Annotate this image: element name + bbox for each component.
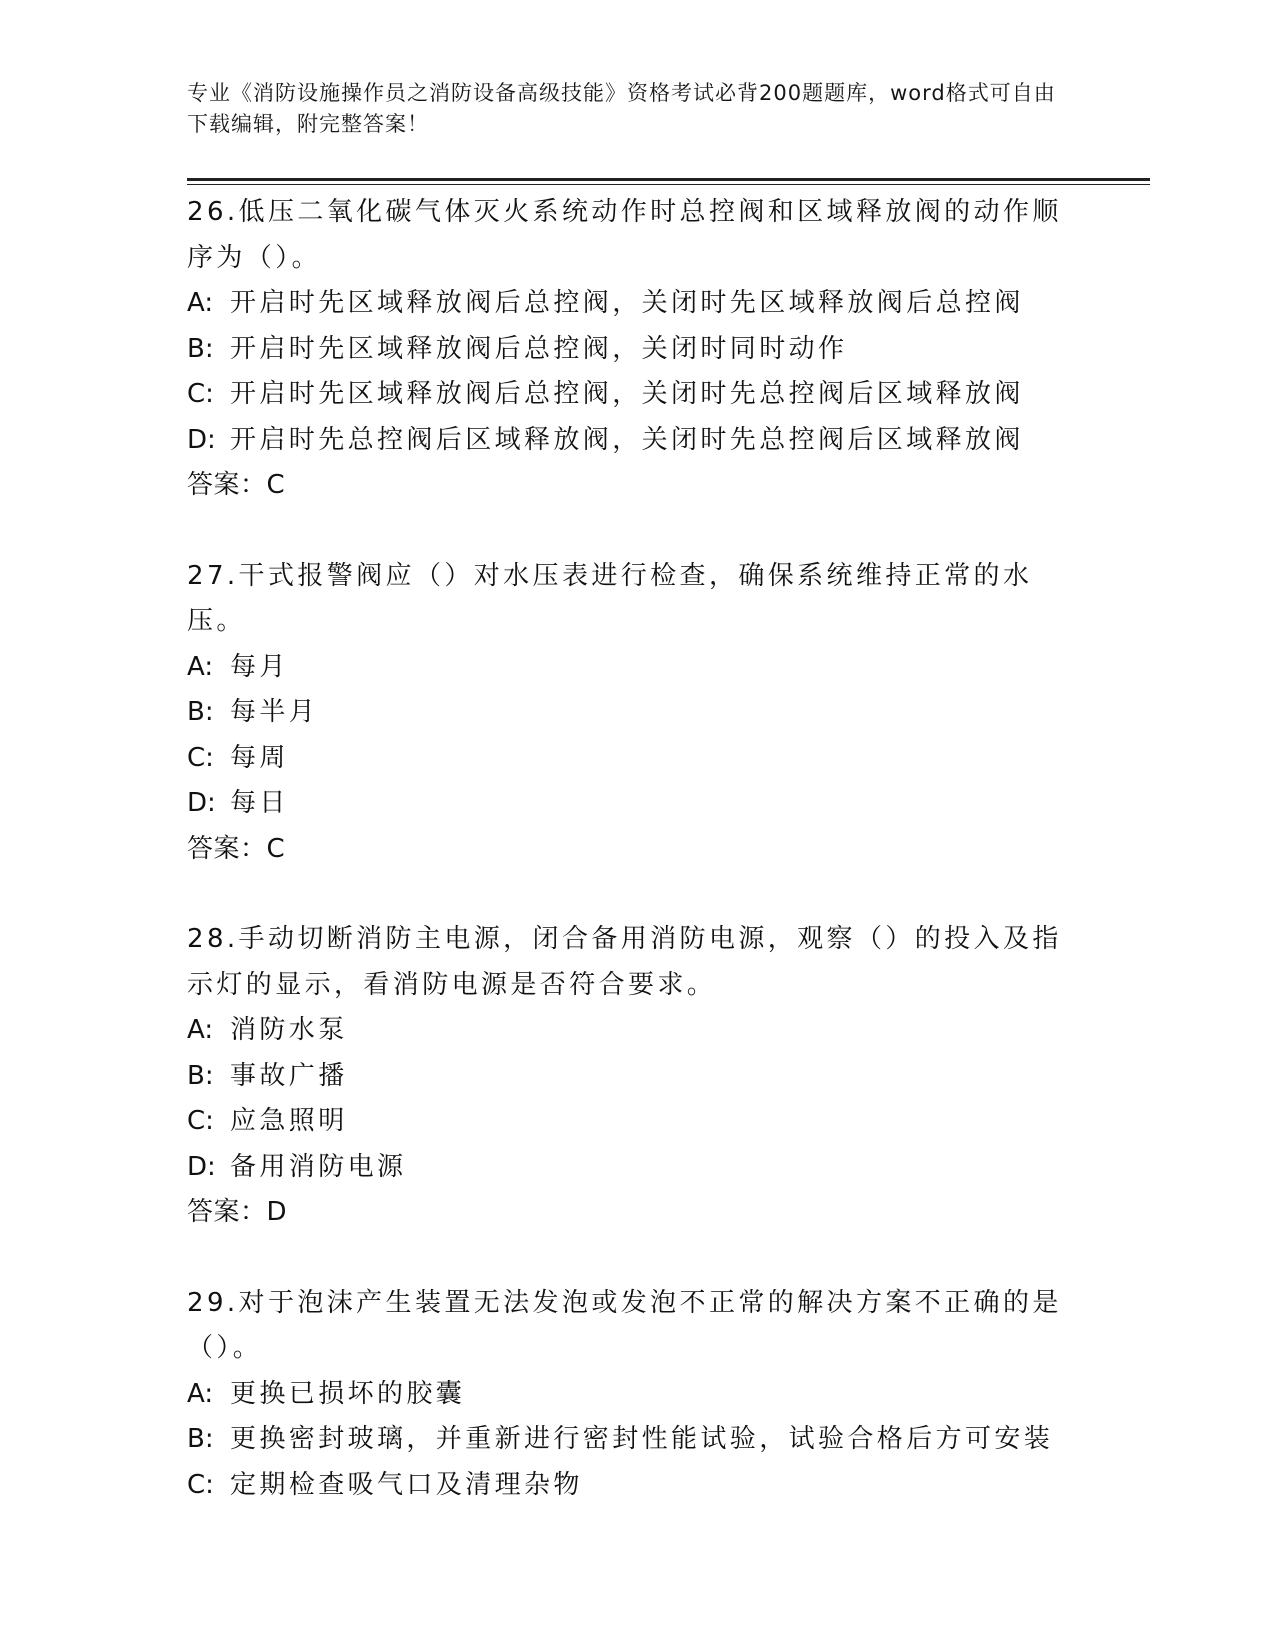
option-c bbox=[187, 736, 1087, 782]
option-b bbox=[187, 690, 1087, 736]
option-text: 开启时先区域释放阀后总控阀，关闭时同时动作 bbox=[230, 333, 848, 364]
question-26 bbox=[187, 190, 1087, 509]
option-letter: C: bbox=[187, 379, 214, 409]
question-29 bbox=[187, 1281, 1087, 1509]
option-text: 每半月 bbox=[230, 697, 319, 727]
answer-line bbox=[187, 827, 1087, 873]
question-stem: 29.对于泡沫产生装置无法发泡或发泡不正常的解决方案不正确的是（）。 bbox=[187, 1287, 1062, 1363]
question-stem: 28.手动切断消防主电源，闭合备用消防电源，观察（）的投入及指示灯的显示，看消防电源是否符合要求。 bbox=[187, 924, 1062, 1000]
option-d bbox=[187, 418, 1087, 464]
answer-label: 答案： bbox=[187, 470, 267, 500]
option-c bbox=[187, 1463, 1087, 1509]
option-letter: A: bbox=[187, 651, 214, 682]
option-letter: A: bbox=[187, 1378, 214, 1409]
option-letter: A: bbox=[187, 288, 214, 318]
option-c bbox=[187, 372, 1087, 418]
question-list bbox=[187, 190, 1087, 1553]
option-text: 开启时先区域释放阀后总控阀，关闭时先总控阀后区域释放阀 bbox=[230, 379, 1024, 409]
option-b bbox=[187, 327, 1087, 373]
option-text: 更换密封玻璃，并重新进行密封性能试验，试验合格后方可安装 bbox=[230, 1424, 1054, 1454]
option-text: 备用消防电源 bbox=[230, 1151, 407, 1182]
option-a bbox=[187, 645, 1087, 691]
option-text: 开启时先总控阀后区域释放阀，关闭时先总控阀后区域释放阀 bbox=[230, 424, 1024, 455]
option-d bbox=[187, 1145, 1087, 1191]
option-text: 应急照明 bbox=[230, 1106, 348, 1136]
answer-value: C bbox=[266, 470, 286, 500]
question-27 bbox=[187, 554, 1087, 873]
option-letter: C: bbox=[187, 1469, 214, 1500]
option-letter: B: bbox=[187, 1424, 214, 1454]
header-divider-thick bbox=[187, 178, 1150, 181]
answer-label: 答案： bbox=[187, 1197, 267, 1227]
option-letter: D: bbox=[187, 424, 216, 455]
option-text: 事故广播 bbox=[230, 1060, 348, 1091]
question-stem: 26.低压二氧化碳气体灭火系统动作时总控阀和区域释放阀的动作顺序为（）。 bbox=[187, 197, 1062, 273]
answer-value: C bbox=[266, 833, 286, 864]
question-stem: 27.干式报警阀应（）对水压表进行检查，确保系统维持正常的水压。 bbox=[187, 560, 1033, 636]
option-text: 每日 bbox=[230, 788, 289, 818]
question-28 bbox=[187, 917, 1087, 1236]
option-letter: B: bbox=[187, 697, 214, 727]
option-text: 每月 bbox=[230, 651, 289, 682]
answer-line bbox=[187, 1190, 1087, 1236]
option-letter: D: bbox=[187, 1151, 216, 1182]
option-text: 每周 bbox=[230, 742, 289, 773]
option-text: 开启时先区域释放阀后总控阀，关闭时先区域释放阀后总控阀 bbox=[230, 288, 1024, 318]
option-letter: B: bbox=[187, 1060, 214, 1091]
option-letter: D: bbox=[187, 788, 216, 818]
option-text: 消防水泵 bbox=[230, 1015, 348, 1045]
option-letter: B: bbox=[187, 333, 214, 364]
header-divider-thin bbox=[187, 184, 1150, 185]
option-c bbox=[187, 1099, 1087, 1145]
option-letter: A: bbox=[187, 1015, 214, 1045]
option-d bbox=[187, 781, 1087, 827]
document-header: 专业《消防设施操作员之消防设备高级技能》资格考试必背200题题库，word格式可自由下载编辑，附完整答案！ bbox=[187, 81, 1056, 136]
option-a bbox=[187, 281, 1087, 327]
answer-label: 答案： bbox=[187, 833, 267, 864]
answer-value: D bbox=[266, 1197, 288, 1227]
option-b bbox=[187, 1054, 1087, 1100]
option-text: 定期检查吸气口及清理杂物 bbox=[230, 1469, 583, 1500]
option-text: 更换已损坏的胶囊 bbox=[230, 1378, 466, 1409]
option-b bbox=[187, 1417, 1087, 1463]
option-letter: C: bbox=[187, 1106, 214, 1136]
option-a bbox=[187, 1372, 1087, 1418]
option-a bbox=[187, 1008, 1087, 1054]
option-letter: C: bbox=[187, 742, 214, 773]
answer-line bbox=[187, 463, 1087, 509]
